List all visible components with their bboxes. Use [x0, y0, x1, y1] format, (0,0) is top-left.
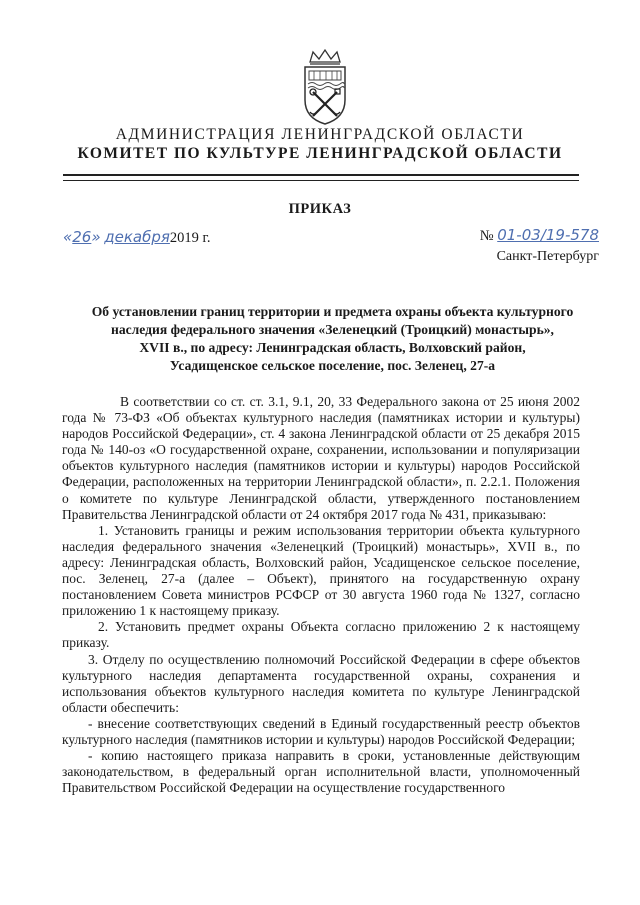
- order-body: [62, 394, 580, 796]
- issue-city: Санкт-Петербург: [496, 249, 599, 264]
- item-3-paragraph: 3. Отделу по осуществлению полномочий Российской Федерации в сфере объектов культурного наследия департамента государственной охраны, сохранения и использования объектов культурного наследия комитета по культуре Ленинградской области обеспечить:: [62, 651, 580, 715]
- preamble-paragraph: В соответствии со ст. ст. 3.1, 9.1, 20, 33 Федерального закона от 25 июня 2002 года № 73-ФЗ «Об объектах культурного наследия (памятниках истории и культуры) народов Российской Федерации», ст. 4 закона Ленинградской области от 25 декабря 2015 года № 140-оз «О государственной охране, сохранении, использовании и популяризации объектов культурного наследия (памятников истории и культуры) народов Российской Федерации, расположенных на территории Ленинградской области», п. 2.2.1. Положения о комитете по культуре Ленинградской области, утвержденного постановлением Правительства Ленинградской области от 24 октября 2017 года № 431, приказываю:: [62, 394, 580, 522]
- header-divider-thin: [63, 180, 579, 181]
- organization-line-2: КОМИТЕТ ПО КУЛЬТУРЕ ЛЕНИНГРАДСКОЙ ОБЛАСТИ: [77, 145, 563, 162]
- order-date: [63, 228, 210, 247]
- subject-line: наследия федерального значения «Зеленецкий (Троицкий) монастырь»,: [111, 322, 554, 337]
- order-subject: [70, 303, 595, 375]
- item-3a-paragraph: - внесение соответствующих сведений в Единый государственный реестр объектов культурного наследия (памятников истории и культуры) народов Российской Федерации;: [62, 715, 580, 747]
- date-day: 26: [72, 228, 92, 246]
- subject-line: Об установлении границ территории и предмета охраны объекта культурного: [91, 304, 574, 319]
- item-2-paragraph: 2. Установить предмет охраны Объекта согласно приложению 2 к настоящему приказу.: [62, 619, 580, 651]
- document-type-title: ПРИКАЗ: [288, 201, 352, 217]
- item-3b-paragraph: - копию настоящего приказа направить в сроки, установленные действующим законодательством, в федеральный орган исполнительной власти, уполномоченный Правительством Российской Федерации на осуществление государственного: [62, 748, 580, 796]
- number-prefix: №: [479, 228, 494, 244]
- date-year: 2019 г.: [169, 230, 211, 246]
- organization-line-1: АДМИНИСТРАЦИЯ ЛЕНИНГРАДСКОЙ ОБЛАСТИ: [115, 126, 525, 143]
- header-divider-thick: [63, 174, 579, 176]
- coat-of-arms-icon: [300, 48, 350, 126]
- item-1-paragraph: 1. Установить границы и режим использования территории объекта культурного наследия федерального значения «Зеленецкий (Троицкий) монастырь», XVII в., по адресу: Ленинградская область, Волховский район, Усадищенское сельское поселение, пос. Зеленец, 27-а (далее – Объект), принятого на государственную охрану постановлением Совета министров РСФСР от 30 августа 1960 года № 1327, согласно приложению 1 к настоящему приказу.: [62, 522, 580, 619]
- number-value: 01-03/19-578: [497, 226, 599, 244]
- date-open-quote: «: [63, 228, 73, 246]
- subject-line: XVII в., по адресу: Ленинградская область, Волховский район,: [139, 340, 526, 355]
- order-number: [480, 226, 599, 245]
- subject-line: Усадищенское сельское поселение, пос. Зеленец, 27-а: [169, 358, 496, 373]
- date-close-quote: »: [91, 228, 101, 246]
- date-month: декабря: [104, 228, 170, 246]
